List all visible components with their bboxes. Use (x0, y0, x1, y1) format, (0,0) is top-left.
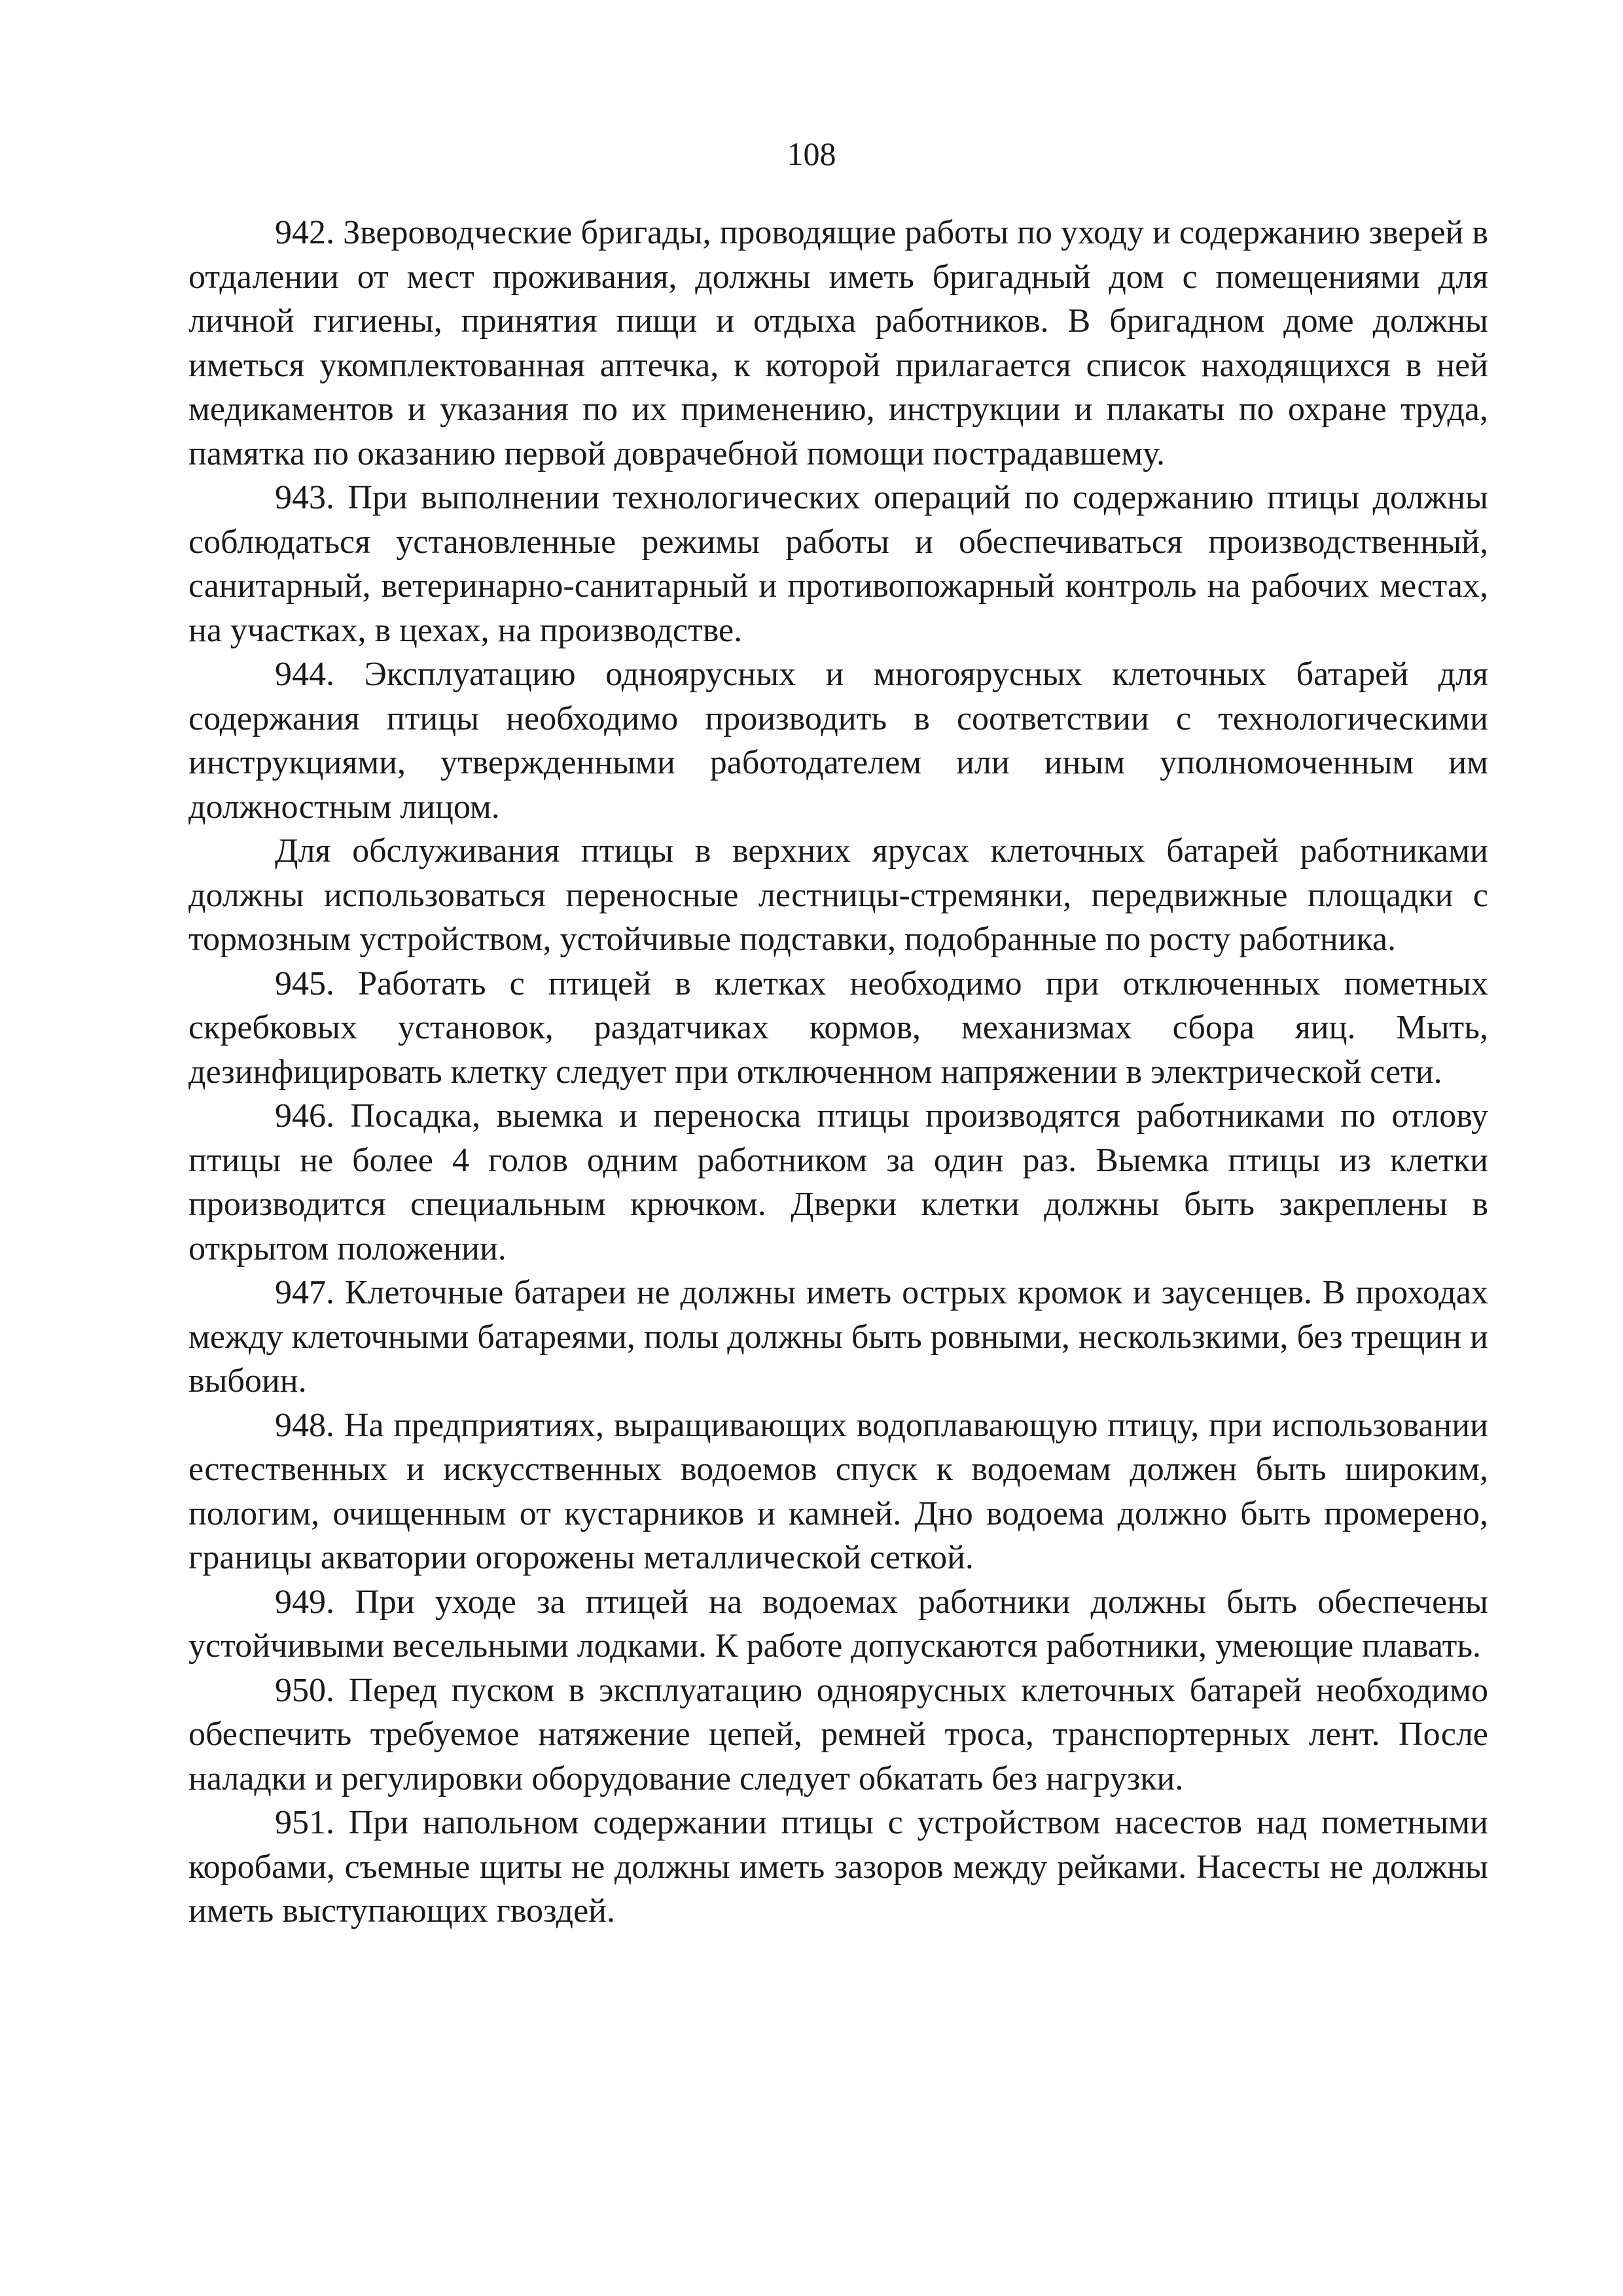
paragraph-946: 946. Посадка, выемка и переноска птицы производятся работниками по отлову птицы не более 4 голов одним работником за один раз. Выемка птицы из клетки производится специальным крючком. Дверки клетки должны быть закреплены в открытом положении. (188, 1097, 1488, 1267)
document-body (188, 211, 1488, 1934)
paragraph-942: 942. Звероводческие бригады, проводящие работы по уходу и содержанию зверей в отдалении от мест проживания, должны иметь бригадный дом с помещениями для личной гигиены, принятия пищи и отдыха работников. В бригадном доме должны иметься укомплектованная аптечка, к которой прилагается список находящихся в ней медикаментов и указания по их применению, инструкции и плакаты по охране труда, памятка по оказанию первой доврачебной помощи пострадавшему. (188, 214, 1488, 472)
paragraph-951: 951. При напольном содержании птицы с устройством насестов над пометными коробами, съемные щиты не должны иметь зазоров между рейками. Насесты не должны иметь выступающих гвоздей. (188, 1804, 1488, 1930)
paragraph-945: 945. Работать с птицей в клетках необходимо при отключенных пометных скребковых установок, раздатчиках кормов, механизмах сбора яиц. Мыть, дезинфицировать клетку следует при отключенном напряжении в электрической сети. (188, 964, 1488, 1091)
page-number: 108 (787, 135, 836, 172)
paragraph-948: 948. На предприятиях, выращивающих водоплавающую птицу, при использовании естественных и искусственных водоемов спуск к водоемам должен быть широким, пологим, очищенным от кустарников и камней. Дно водоема должно быть промерено, границы акватории огорожены металлической сеткой. (188, 1406, 1488, 1576)
paragraph-950: 950. Перед пуском в эксплуатацию одноярусных клеточных батарей необходимо обеспечить требуемое натяжение цепей, ремней троса, транспортерных лент. После наладки и регулировки оборудование следует обкатать без нагрузки. (188, 1671, 1488, 1797)
paragraph-944-continued: Для обслуживания птицы в верхних ярусах клеточных батарей работниками должны использоваться переносные лестницы-стремянки, передвижные площадки с тормозным устройством, устойчивые подставки, подобранные по росту работника. (188, 832, 1488, 958)
paragraph-944: 944. Эксплуатацию одноярусных и многоярусных клеточных батарей для содержания птицы необходимо производить в соответствии с технологическими инструкциями, утвержденными работодателем или иным уполномоченным им должностным лицом. (188, 656, 1488, 826)
paragraph-947: 947. Клеточные батареи не должны иметь острых кромок и заусенцев. В проходах между клеточными батареями, полы должны быть ровными, нескользкими, без трещин и выбоин. (188, 1274, 1488, 1400)
paragraph-943: 943. При выполнении технологических операций по содержанию птицы должны соблюдаться установленные режимы работы и обеспечиваться производственный, санитарный, ветеринарно-санитарный и противопожарный контроль на рабочих местах, на участках, в цехах, на производстве. (188, 479, 1488, 649)
paragraph-949: 949. При уходе за птицей на водоемах работники должны быть обеспечены устойчивыми весельными лодками. К работе допускаются работники, умеющие плавать. (188, 1583, 1488, 1665)
